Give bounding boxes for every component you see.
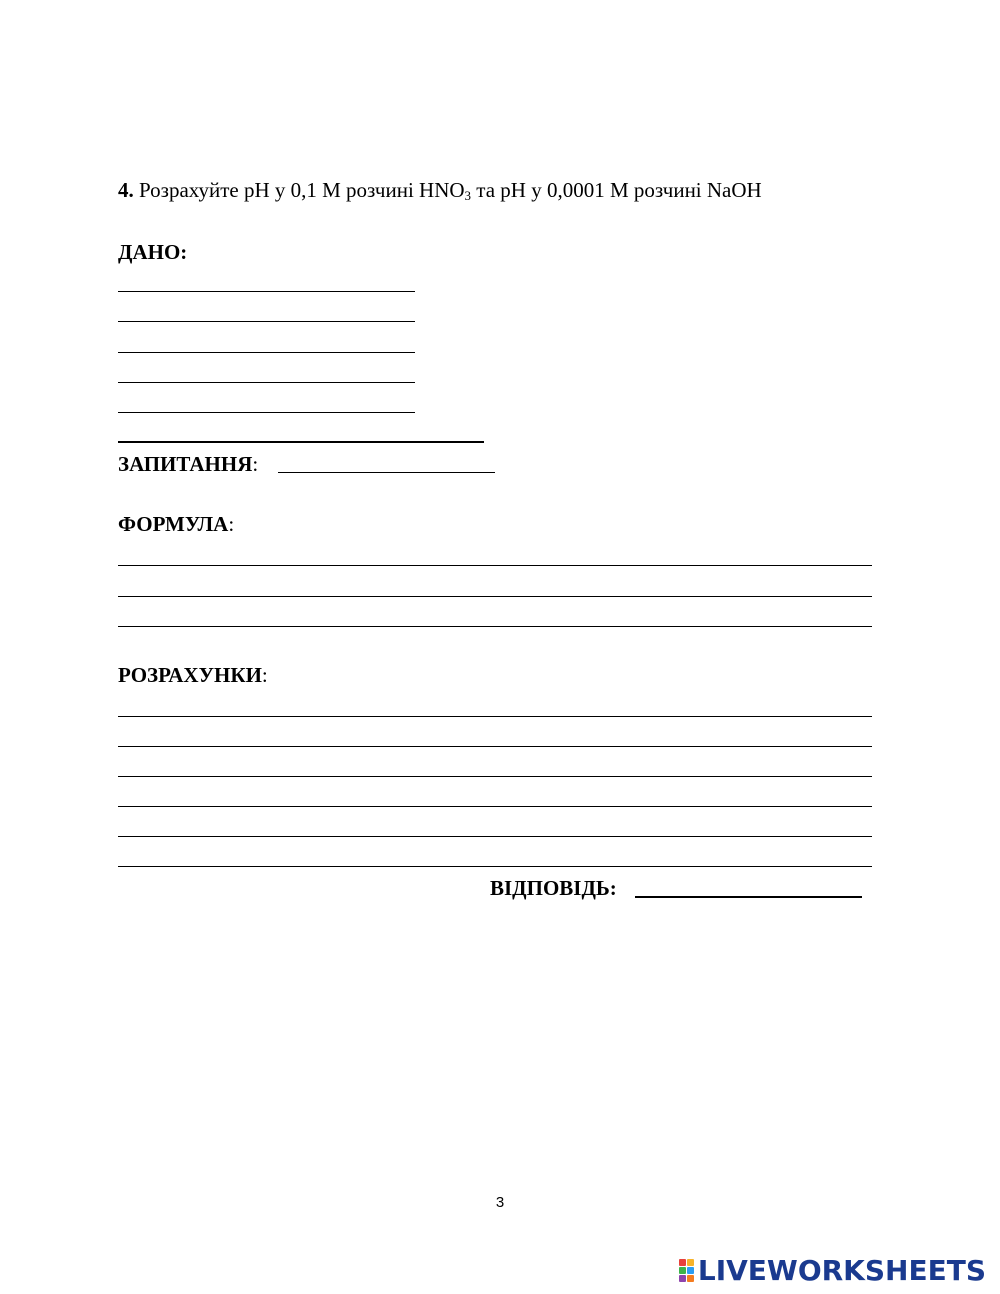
- answer-label: ВІДПОВІДЬ:: [490, 876, 617, 900]
- calculations-label: [118, 663, 268, 688]
- logo-square: [679, 1275, 686, 1282]
- calculations-label-text: РОЗРАХУНКИ: [118, 663, 262, 687]
- formula-line-2[interactable]: [118, 596, 872, 597]
- logo-square: [687, 1259, 694, 1266]
- given-line-4[interactable]: [118, 382, 415, 383]
- formula-label: [118, 512, 234, 537]
- logo-square: [687, 1275, 694, 1282]
- calculations-line-5[interactable]: [118, 836, 872, 837]
- calculations-line-3[interactable]: [118, 776, 872, 777]
- task-subscript: 3: [464, 188, 472, 203]
- task-statement: [118, 178, 762, 204]
- logo-square: [679, 1267, 686, 1274]
- task-number: 4.: [118, 178, 134, 202]
- calculations-line-4[interactable]: [118, 806, 872, 807]
- given-line-1[interactable]: [118, 291, 415, 292]
- calculations-line-1[interactable]: [118, 716, 872, 717]
- logo-square: [679, 1259, 686, 1266]
- given-line-2[interactable]: [118, 321, 415, 322]
- task-text: Розрахуйте pH у 0,1 М розчині HNO: [133, 178, 465, 202]
- question-label: [118, 452, 258, 477]
- answer-line[interactable]: [635, 896, 862, 898]
- liveworksheets-logo: [679, 1254, 986, 1287]
- question-colon: :: [252, 452, 259, 476]
- given-line-5[interactable]: [118, 412, 415, 413]
- question-label-text: ЗАПИТАННЯ: [118, 452, 253, 476]
- liveworksheets-wordmark: LIVEWORKSHEETS: [697, 1254, 986, 1287]
- formula-colon: :: [228, 512, 235, 536]
- calculations-colon: :: [261, 663, 268, 687]
- liveworksheets-logo-icon: [679, 1259, 694, 1282]
- calculations-line-2[interactable]: [118, 746, 872, 747]
- page-number: 3: [495, 1194, 505, 1211]
- question-answer-line[interactable]: [278, 472, 495, 473]
- formula-label-text: ФОРМУЛА: [118, 512, 229, 536]
- given-label: ДАНО:: [118, 240, 188, 264]
- given-separator: [118, 441, 484, 443]
- formula-line-1[interactable]: [118, 565, 872, 566]
- calculations-line-6[interactable]: [118, 866, 872, 867]
- given-line-3[interactable]: [118, 352, 415, 353]
- logo-square: [687, 1267, 694, 1274]
- formula-line-3[interactable]: [118, 626, 872, 627]
- task-text-end: та pH у 0,0001 М розчині NaOH: [471, 178, 762, 202]
